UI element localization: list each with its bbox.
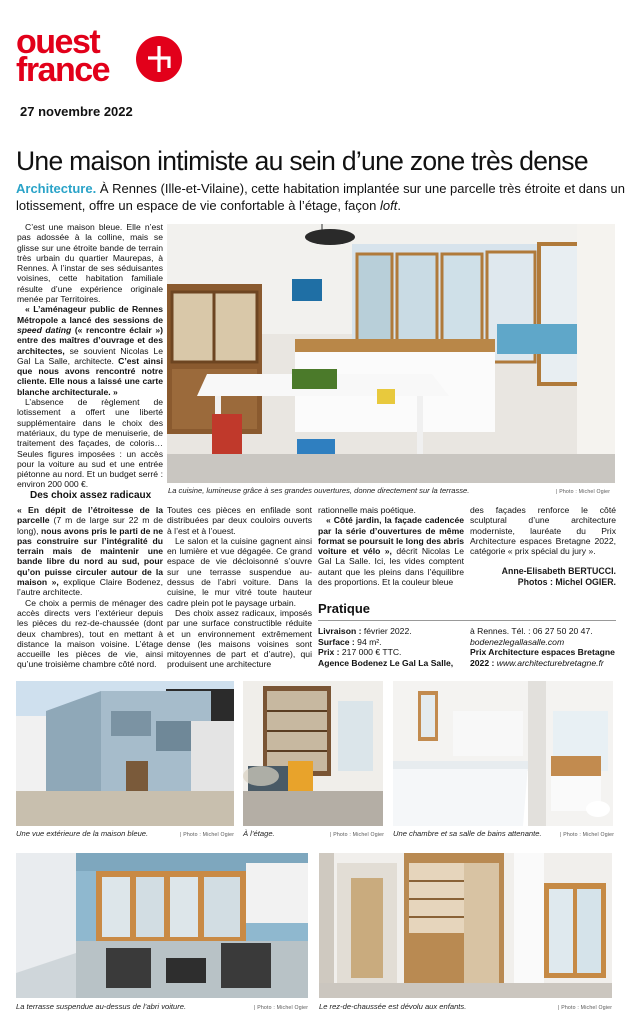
exterior-photo[interactable] [16,681,234,826]
prize-website[interactable]: www.architecturebretagne.fr [494,657,604,668]
paragraph: Ce choix a permis de ménager des accès directs vers l’extérieur depuis les pièces du rez-de-chaussée (dont deux chambres), tout en mettant à distance la maison voisine. L’étage accueille les pièces de vie, ainsi qu’une troisième chambre côté nord. [17,597,163,670]
brand-line-1: ouest [16,23,100,61]
photo-caption: Une vue extérieure de la maison bleue. [16,829,149,838]
livraison-value: février 2022. [361,626,412,636]
body-column-3 [318,505,464,587]
photo-credit: | Photo : Michel Ogier [330,832,385,838]
kitchen-photo[interactable] [167,224,615,483]
pratique-contact [470,626,616,668]
bedroom-photo[interactable] [393,681,613,826]
body-column-1 [17,222,163,490]
surface-label: Surface : [318,636,355,647]
paragraph: L’absence de règlement de lotissement a offert une liberté supplémentaire dans le choix des matériaux, du type de menuiserie, de traitement des façades, de coloris… Seules figures imposées : un accès pour la voiture au sud et une entrée piétonne au nord. Et un budget serré : environ 200 000 €. [17,397,163,490]
photographer: Photos : Michel OGIER. [517,577,616,587]
brand-mark-icon [136,36,182,82]
prix-label: Prix : [318,647,340,657]
paragraph: Le salon et la cuisine gagnent ainsi en lumière et vue dégagée. Ce grand espace de vie décloisonné s’ouvre sur une terrasse suspendue au-dessus de l’abri voiture. Dans la cuisine, le mur vitré toute hauteur cadre plein pot le paysage urbain. [167,535,312,608]
upstairs-photo[interactable] [243,681,383,826]
attribution: explique Claire Bodenez, l’autre architecte. [17,577,163,598]
attribution: se souvient Nicolas Le Gal La Salle, architecte. [17,345,163,366]
prix-value: 217 000 € TTC. [339,647,402,657]
quote-bold: nous avons pris le parti de ne pas construire sur l’intégralité du terrain mais de maintenir une bande libre du nord au sud, pour qu’on puisse circuler autour de la maison », [17,525,163,588]
paragraph: Toutes ces pièces en enfilade sont distribuées par deux couloirs ouverts à l’est et à l’ouest. [167,505,312,536]
article-headline: Une maison intimiste au sein d’une zone très dense [16,146,588,176]
quote-italic: speed dating [17,324,72,335]
photo-caption: Une chambre et sa salle de bains attenante. [393,829,542,838]
standfirst [16,181,626,214]
body-column-4 [470,505,616,556]
standfirst-italic: loft [380,197,398,213]
paragraph: C’est une maison bleue. Elle n’est pas adossée à la colline, mais se glisse sur une étroite bande de terrain très urbain du quartier Maurepas, à Rennes. À l’instar de ses séduisantes voisines, cette habitation familiale résulte d’une expérience originale menée par Territoires. [17,222,163,305]
paragraph [318,515,464,587]
pratique-info [318,626,464,668]
photo-credit: | Photo : Michel Ogier [556,489,611,495]
surface-value: 94 m². [354,636,382,647]
paragraph: des façades renforce le côté sculptural d’une architecture moderniste, lauréate du Prix Architecture espaces Bretagne 2022, catégorie « prix spécial du jury ». [470,505,616,557]
paragraph [17,505,163,598]
brand-line-2: france [16,51,110,89]
attribution: décrit Nicolas Le Gal La Salle. Ici, les vides comptent autant que les pleins dans l’équilibre des proportions. Et la couleur bleue [318,546,464,588]
quote-bold: « L’aménageur public de Rennes Métropole a lancé des sessions de [17,304,163,325]
photo-caption: À l’étage. [243,829,275,838]
photo-credit: | Photo : Michel Ogier [558,1005,613,1011]
photo-caption: Le rez-de-chaussée est dévolu aux enfants. [319,1002,467,1011]
pratique-title: Pratique [318,601,371,616]
kicker: Architecture. [16,181,97,196]
masthead [16,23,186,89]
terrace-photo[interactable] [16,853,308,998]
photo-caption: La terrasse suspendue au-dessus de l’abri voiture. [16,1002,187,1011]
paragraph [17,304,163,397]
photo-credit: | Photo : Michel Ogier [560,832,615,838]
byline [470,566,616,588]
author: Anne-Elisabeth BERTUCCI. [501,566,616,576]
standfirst-end: . [397,197,401,213]
photo-caption: La cuisine, lumineuse grâce à ses grandes ouvertures, donne directement sur la terrasse. [168,486,470,495]
ground-floor-photo[interactable] [319,853,612,998]
paragraph: rationnelle mais poétique. [318,505,416,515]
issue-date: 27 novembre 2022 [20,104,133,119]
paragraph: Des choix assez radicaux, imposés par une surface constructible réduite et un environnement extrêmement dense (les maisons voisines sont mitoyennes de part et d’autre), qui produisent une architecture [167,607,312,670]
livraison-label: Livraison : [318,626,362,636]
standfirst-text: À Rennes (Ille-et-Vilaine), cette habitation implantée sur une parcelle très étroite et dans un lotissement, offre un espace de vie confortable à l’étage, façon [16,181,625,213]
agence-name: Agence Bodenez Le Gal La Salle, [318,657,454,668]
prize-label: Prix Architecture espaces Bretagne 2022 : [470,647,615,668]
quote-bold: « Côté jardin, la façade cadencée par la série d’ouvertures de même format se poursuit le long des abris voiture et vélo », [318,515,464,557]
brand-logo[interactable] [16,23,110,89]
contact-phone: à Rennes. Tél. : 06 27 50 20 47. [470,626,593,636]
quote-bold: « En dépit de l’étroitesse de la parcelle [17,505,163,526]
photo-credit: | Photo : Michel Ogier [254,1005,309,1011]
agency-website[interactable]: bodenezlegallasalle.com [470,636,565,647]
quote-bold: (« rencontre éclair ») entre des maîtres d’ouvrage et des architectes, [17,324,163,356]
photo-credit: | Photo : Michel Ogier [180,832,235,838]
article-subhead: Des choix assez radicaux [30,490,152,501]
body-column-2 [167,505,312,670]
body-column-1b [17,505,163,670]
divider [318,620,616,621]
quote-bold: C’est ainsi que nous avons rencontré notre cliente. Elle nous a laissé une carte blanche architecturale. » [17,355,163,397]
dimensions: (7 m de large sur 22 m de long), [17,515,163,536]
